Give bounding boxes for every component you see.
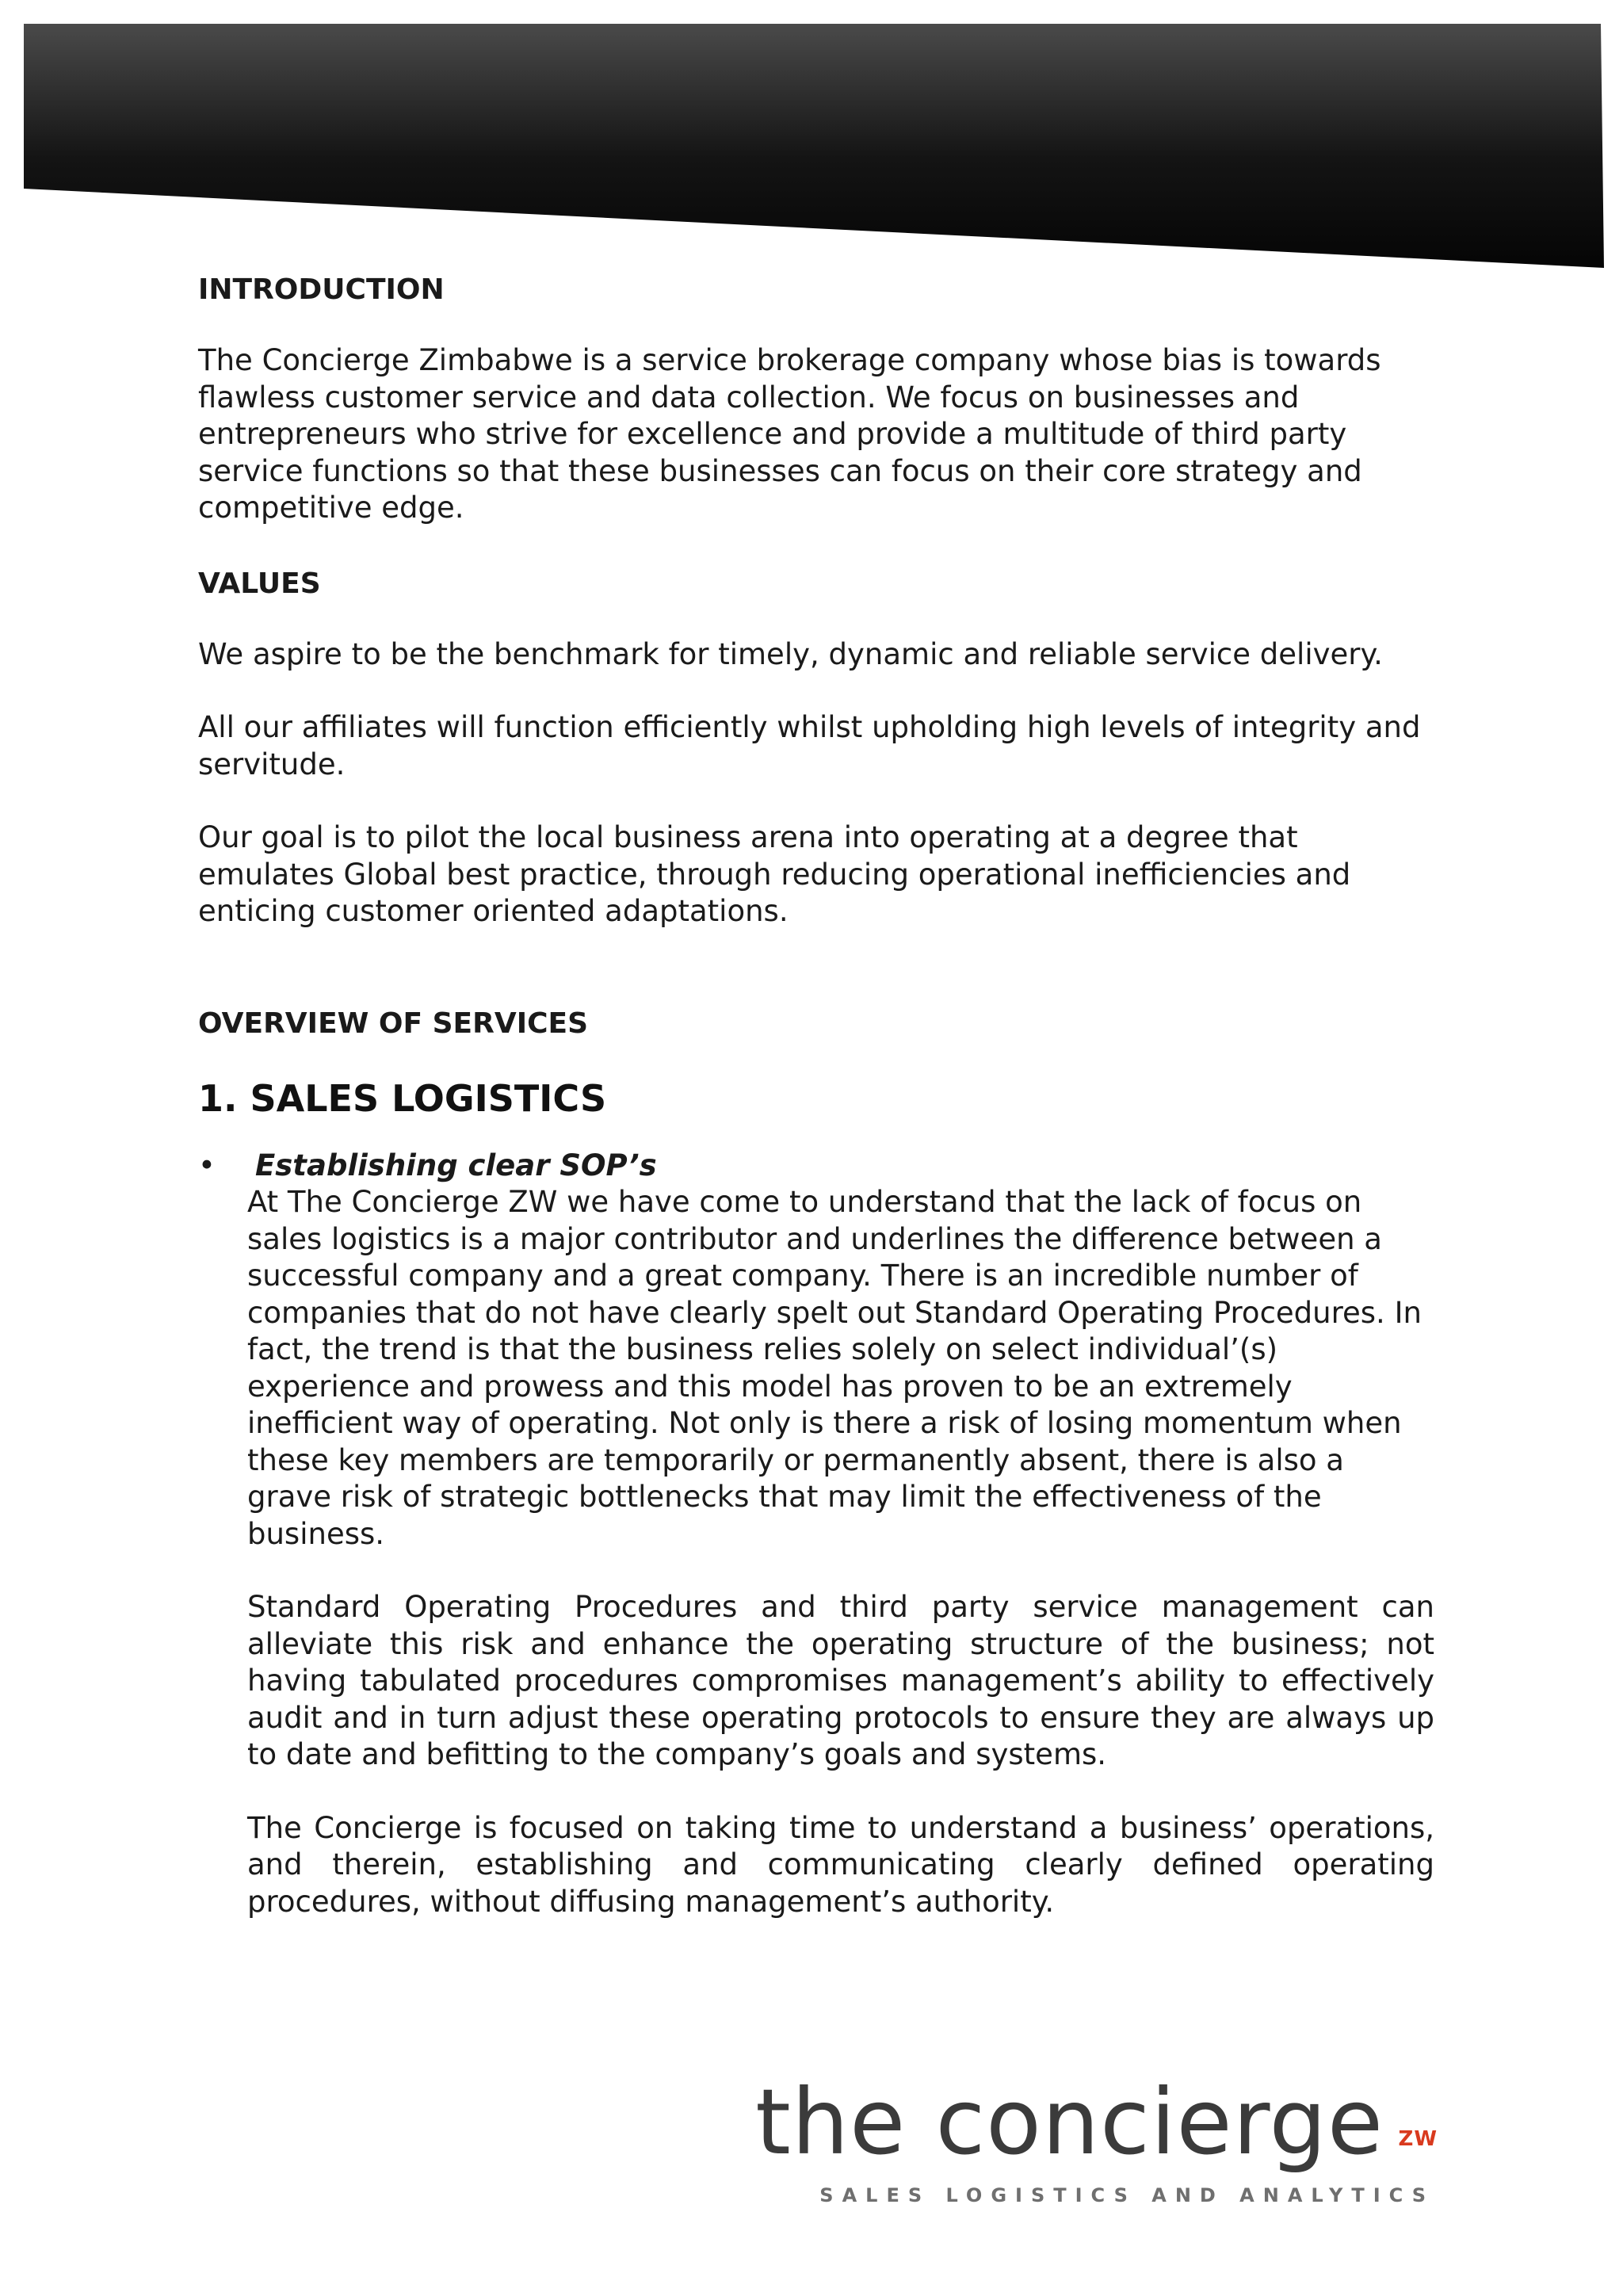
introduction-paragraph: The Concierge Zimbabwe is a service brokerage company whose bias is towards flawless customer service and data collection. We focus on businesses and entrepreneurs who strive for excellence and provide a multitude of third party service functions so that these businesses can focus on their core strategy and competitive edge. [198, 343, 1381, 525]
values-paragraph: We aspire to be the benchmark for timely, dynamic and reliable service delivery. [198, 636, 1383, 671]
logo-tagline: SALES LOGISTICS AND ANALYTICS [819, 2184, 1434, 2206]
logo-suffix: ZW [1398, 2127, 1438, 2151]
overview-heading: OVERVIEW OF SERVICES [198, 1007, 589, 1040]
values-heading: VALUES [198, 567, 321, 600]
sop-paragraph: The Concierge is focused on taking time to understand a business’ operations, and therein, establishing and communicating clearly defined operating procedures, without diffusing management’s authority. [247, 1810, 1434, 1919]
company-logo [755, 2069, 1441, 2222]
values-paragraph: All our affiliates will function efficiently whilst upholding high levels of integrity and servitude. [198, 710, 1421, 781]
sop-bullet-title: Establishing clear SOP’s [255, 1148, 657, 1182]
introduction-heading: INTRODUCTION [198, 273, 445, 306]
sales-logistics-heading: 1. SALES LOGISTICS [198, 1076, 607, 1120]
logo-wordmark: the concierge [755, 2069, 1384, 2175]
sop-paragraph: Standard Operating Procedures and third party service management can alleviate this risk and enhance the operating structure of the business; not having tabulated procedures compromises management’s ability to effectively audit and in turn adjust these operating protocols to ensure they are always up to date and befitting to the company’s goals and systems. [247, 1590, 1434, 1771]
document-body [198, 269, 1434, 1920]
bullet-marker: • [198, 1148, 216, 1182]
sop-bullet-item [198, 1148, 1434, 1921]
values-paragraph: Our goal is to pilot the local business arena into operating at a degree that emulates Global best practice, through reducing operational inefficiencies and enticing customer oriented adaptations. [198, 820, 1351, 928]
sop-paragraph: At The Concierge ZW we have come to understand that the lack of focus on sales logistics is a major contributor and underlines the difference between a successful company and a great company. There is an incredible number of companies that do not have clearly spelt out Standard Operating Procedures. In fact, the trend is that the business relies solely on select individual’(s) experience and prowess and this model has proven to be an extremely inefficient way of operating. Not only is there a risk of losing momentum when these key members are temporarily or permanently absent, there is also a grave risk of strategic bottlenecks that may limit the effectiveness of the business. [247, 1185, 1422, 1551]
header-banner [0, 0, 1623, 285]
header-banner-shape [24, 24, 1604, 268]
